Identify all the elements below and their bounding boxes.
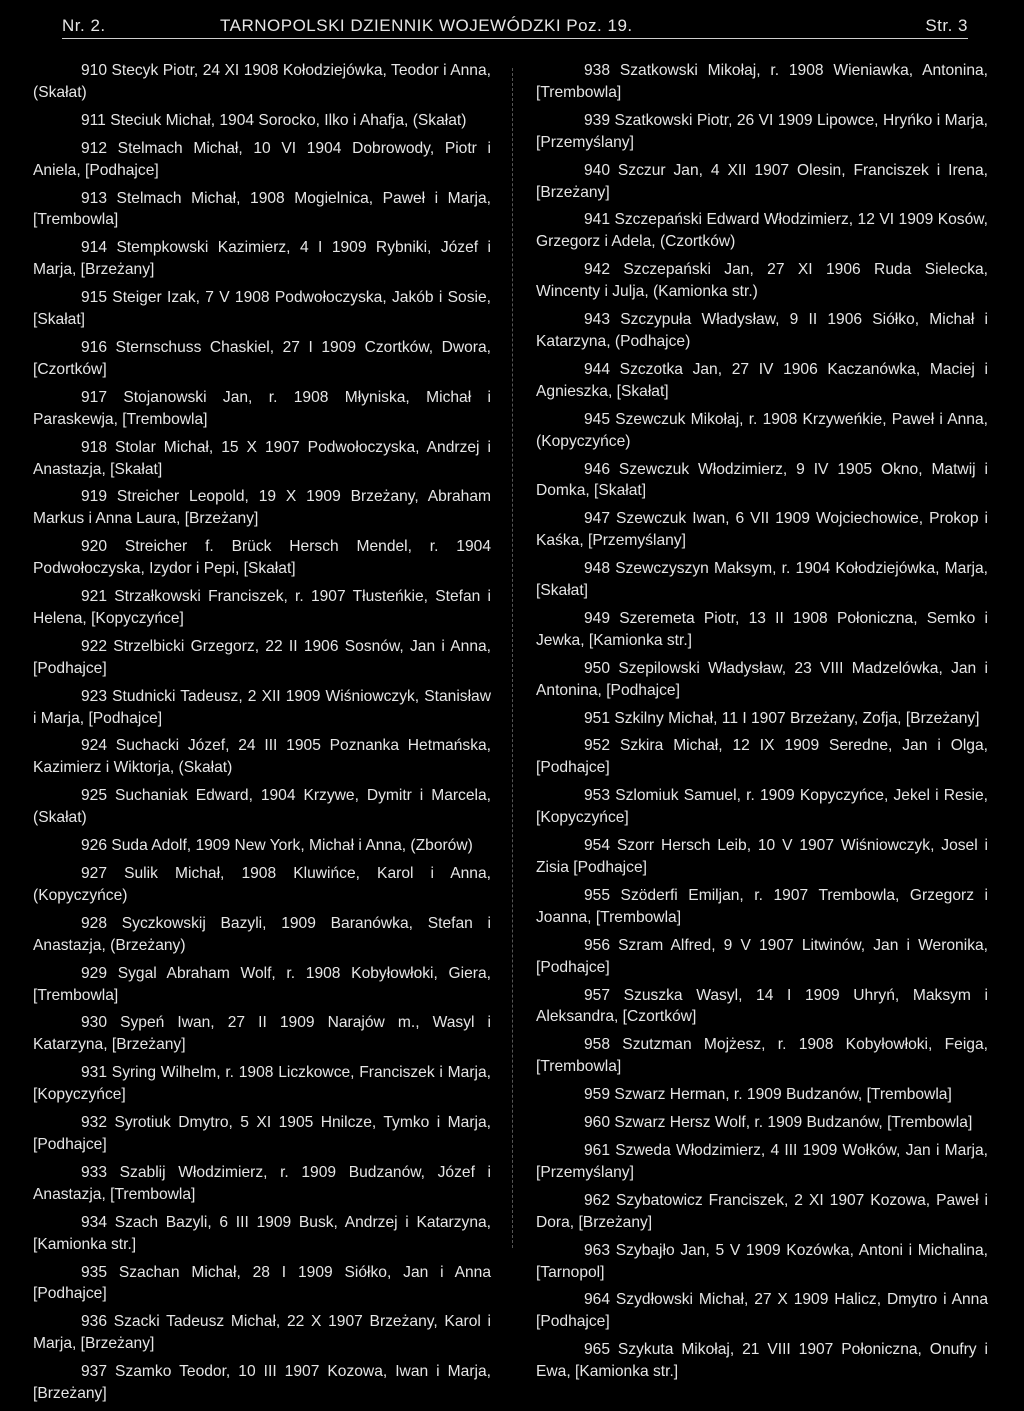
list-item: 947 Szewczuk Iwan, 6 VII 1909 Wojciechowice, Prokop i Kaśka, [Przemyślany] (536, 510, 988, 550)
list-item: 917 Stojanowski Jan, r. 1908 Młyniska, Michał i Paraskewja, [Trembowla] (33, 388, 491, 428)
list-item: 927 Sulik Michał, 1908 Kluwińce, Karol i Anna, (Kopyczyńce) (33, 865, 491, 904)
list-item: 938 Szatkowski Mikołaj, r. 1908 Wieniawka, Antonina, [Trembowla] (536, 62, 988, 101)
list-item: 921 Strzałkowski Franciszek, r. 1907 Tłusteńkie, Stefan i Helena, [Kopyczyńce] (33, 588, 491, 627)
list-item: 964 Szydłowski Michał, 27 X 1909 Halicz, Dmytro i Anna [Podhajce] (536, 1291, 988, 1331)
list-item: 965 Szykuta Mikołaj, 21 VIII 1907 Połoniczna, Onufry i Ewa, [Kamionka str.] (536, 1341, 988, 1381)
list-item: 930 Sypeń Iwan, 27 II 1909 Narajów m., Wasyl i Katarzyna, [Brzeżany] (33, 1014, 491, 1054)
list-item: 946 Szewczuk Włodzimierz, 9 IV 1905 Okno, Matwij i Domka, [Skałat] (536, 460, 988, 500)
list-item: 953 Szlomiuk Samuel, r. 1909 Kopyczyńce, Jekel i Resie, [Kopyczyńce] (536, 787, 988, 827)
list-item: 924 Suchacki Józef, 24 III 1905 Poznanka Hetmańska, Kazimierz i Wiktorja, (Skałat) (33, 737, 491, 777)
list-item: 959 Szwarz Herman, r. 1909 Budzanów, [Trembowla] (584, 1086, 952, 1104)
list-item: 929 Sygal Abraham Wolf, r. 1908 Kobyłowłoki, Giera, [Trembowla] (33, 964, 491, 1004)
list-item: 955 Szöderfi Emiljan, r. 1907 Trembowla, Grzegorz i Joanna, [Trembowla] (536, 886, 988, 926)
list-item: 962 Szybatowicz Franciszek, 2 XI 1907 Kozowa, Paweł i Dora, [Brzeżany] (536, 1191, 988, 1231)
list-item: 922 Strzelbicki Grzegorz, 22 II 1906 Sosnów, Jan i Anna, [Podhajce] (33, 637, 491, 677)
list-item: 957 Szuszka Wasyl, 14 I 1909 Uhryń, Maksym i Aleksandra, [Czortków] (536, 986, 988, 1026)
list-item: 914 Stempkowski Kazimierz, 4 I 1909 Rybniki, Józef i Marja, [Brzeżany] (33, 239, 491, 279)
page-header (62, 8, 968, 39)
list-item: 932 Syrotiuk Dmytro, 5 XI 1905 Hnilcze, Tymko i Marja, [Podhajce] (33, 1114, 491, 1153)
column-divider (512, 68, 513, 1248)
issue-number: Nr. 2. (62, 16, 106, 35)
list-item: 954 Szorr Hersch Leib, 10 V 1907 Wiśniowczyk, Josel i Zisia [Podhajce] (536, 837, 988, 876)
list-item: 949 Szeremeta Piotr, 13 II 1908 Połoniczna, Semko i Jewka, [Kamionka str.] (536, 609, 988, 649)
list-item: 936 Szacki Tadeusz Michał, 22 X 1907 Brzeżany, Karol i Marja, [Brzeżany] (33, 1313, 491, 1353)
list-item: 925 Suchaniak Edward, 1904 Krzywe, Dymitr i Marcela, (Skałat) (33, 787, 491, 827)
list-item: 934 Szach Bazyli, 6 III 1909 Busk, Andrzej i Katarzyna, [Kamionka str.] (33, 1213, 491, 1253)
list-item: 941 Szczepański Edward Włodzimierz, 12 VI 1909 Kosów, Grzegorz i Adela, (Czortków) (536, 211, 988, 251)
list-item: 931 Syring Wilhelm, r. 1908 Liczkowce, Franciszek i Marja, [Kopyczyńce] (33, 1064, 491, 1104)
list-item: 963 Szybajło Jan, 5 V 1909 Kozówka, Antoni i Michalina, [Tarnopol] (536, 1241, 988, 1281)
list-item: 948 Szewczyszyn Maksym, r. 1904 Kołodziejówka, Marja, [Skałat] (536, 560, 988, 600)
list-item: 944 Szczotka Jan, 27 IV 1906 Kaczanówka, Maciej i Agnieszka, [Skałat] (536, 360, 988, 400)
list-item: 915 Steiger Izak, 7 V 1908 Podwołoczyska, Jakób i Sosie, [Skałat] (33, 289, 491, 329)
list-item: 960 Szwarz Hersz Wolf, r. 1909 Budzanów, [Trembowla] (584, 1114, 973, 1132)
list-item: 919 Streicher Leopold, 19 X 1909 Brzeżany, Abraham Markus i Anna Laura, [Brzeżany] (33, 488, 491, 528)
list-item: 910 Stecyk Piotr, 24 XI 1908 Kołodziejówka, Teodor i Anna, (Skałat) (33, 62, 491, 101)
list-item: 913 Stelmach Michał, 1908 Mogielnica, Paweł i Marja, [Trembowla] (33, 189, 491, 229)
right-column (536, 60, 988, 1389)
list-item: 926 Suda Adolf, 1909 New York, Michał i Anna, (Zborów) (81, 837, 473, 855)
list-item: 940 Szczur Jan, 4 XII 1907 Olesin, Franciszek i Irena, [Brzeżany] (536, 161, 988, 201)
list-item: 958 Szutzman Mojżesz, r. 1908 Kobyłowłoki, Feiga, [Trembowla] (536, 1036, 988, 1076)
list-item: 935 Szachan Michał, 28 I 1909 Siółko, Jan i Anna [Podhajce] (33, 1263, 491, 1303)
list-item: 916 Sternschuss Chaskiel, 27 I 1909 Czortków, Dwora, [Czortków] (33, 338, 491, 378)
list-item: 933 Szablij Włodzimierz, r. 1909 Budzanów, Józef i Anastazja, [Trembowla] (33, 1163, 491, 1203)
list-item: 961 Szweda Włodzimierz, 4 III 1909 Wołków, Jan i Marja, [Przemyślany] (536, 1141, 988, 1181)
list-item: 951 Szkilny Michał, 11 I 1907 Brzeżany, Zofja, [Brzeżany] (584, 709, 980, 727)
left-column (33, 60, 491, 1411)
page-number: Str. 3 (925, 16, 968, 35)
list-item: 956 Szram Alfred, 9 V 1907 Litwinów, Jan i Weronika, [Podhajce] (536, 936, 988, 976)
list-item: 942 Szczepański Jan, 27 XI 1906 Ruda Sielecka, Wincenty i Julja, (Kamionka str.) (536, 261, 988, 301)
list-item: 939 Szatkowski Piotr, 26 VI 1909 Lipowce, Hryńko i Marja, [Przemyślany] (536, 111, 988, 151)
journal-title: TARNOPOLSKI DZIENNIK WOJEWÓDZKI Poz. 19. (220, 16, 633, 35)
list-item: 911 Steciuk Michał, 1904 Sorocko, Ilko i Ahafja, (Skałat) (81, 111, 467, 129)
list-item: 943 Szczypuła Władysław, 9 II 1906 Siółko, Michał i Katarzyna, (Podhajce) (536, 311, 988, 350)
list-item: 918 Stolar Michał, 15 X 1907 Podwołoczyska, Andrzej i Anastazja, [Skałat] (33, 438, 491, 478)
list-item: 937 Szamko Teodor, 10 III 1907 Kozowa, Iwan i Marja, [Brzeżany] (33, 1363, 491, 1403)
list-item: 945 Szewczuk Mikołaj, r. 1908 Krzyweńkie, Paweł i Anna, (Kopyczyńce) (536, 410, 988, 450)
list-item: 912 Stelmach Michał, 10 VI 1904 Dobrowody, Piotr i Aniela, [Podhajce] (33, 139, 491, 179)
list-item: 928 Syczkowskij Bazyli, 1909 Baranówka, Stefan i Anastazja, (Brzeżany) (33, 914, 491, 954)
list-item: 923 Studnicki Tadeusz, 2 XII 1909 Wiśniowczyk, Stanisław i Marja, [Podhajce] (33, 687, 491, 727)
list-item: 952 Szkira Michał, 12 IX 1909 Seredne, Jan i Olga, [Podhajce] (536, 737, 988, 777)
list-item: 950 Szepilowski Władysław, 23 VIII Madzelówka, Jan i Antonina, [Podhajce] (536, 659, 988, 699)
list-item: 920 Streicher f. Brück Hersch Mendel, r. 1904 Podwołoczyska, Izydor i Pepi, [Skałat] (33, 538, 491, 578)
